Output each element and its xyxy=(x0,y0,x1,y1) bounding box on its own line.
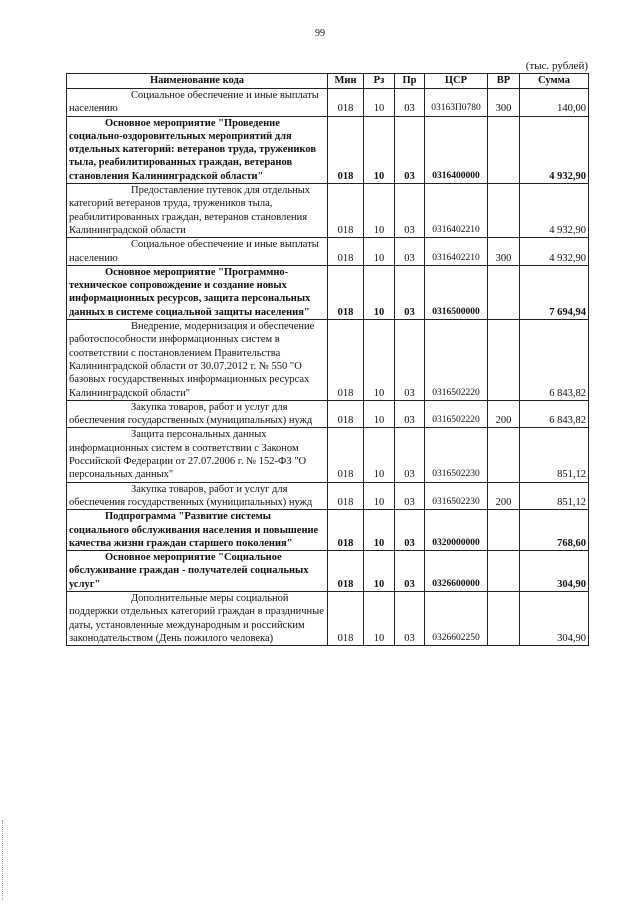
table-row xyxy=(67,591,589,645)
row-name-lead: Предоставление путевок для xyxy=(131,185,260,197)
row-vr xyxy=(488,184,520,238)
row-vr xyxy=(488,265,520,319)
row-sum: 6 843,82 xyxy=(520,320,589,401)
row-name-lead: Защита персональных данных xyxy=(131,429,267,441)
row-min: 018 xyxy=(328,320,364,401)
row-name-rest: выплаты населению xyxy=(69,90,319,115)
row-sum: 768,60 xyxy=(520,510,589,551)
row-pr: 03 xyxy=(395,89,425,117)
row-rz: 10 xyxy=(364,482,395,510)
row-name-rest: информационных систем в соответствии с Законом Российской Федерации от 27.07.2006 г. № 152-ФЗ "О персональных данных" xyxy=(69,442,307,481)
row-sum: 140,00 xyxy=(520,89,589,117)
table-row xyxy=(67,265,589,319)
row-pr: 03 xyxy=(395,184,425,238)
table-row xyxy=(67,116,589,183)
row-rz: 10 xyxy=(364,265,395,319)
row-name-rest: поддержки отдельных категорий граждан в праздничные даты, установленные международным и российским законодательством (День пожилого человека) xyxy=(69,606,324,644)
header-rz: Рз xyxy=(364,74,395,89)
row-name-rest: социально-оздоровительных мероприятий для отдельных категорий: ветеранов труда, тружеников тыла, реабилитированных граждан, ветеранов становления Калининградской области" xyxy=(69,130,317,182)
row-vr xyxy=(488,591,520,645)
row-vr xyxy=(488,320,520,401)
row-name-lead: Основное мероприятие "Программно- xyxy=(105,266,289,278)
row-rz: 10 xyxy=(364,510,395,551)
row-csr: 0326602250 xyxy=(425,591,488,645)
header-min: Мин xyxy=(328,74,364,89)
row-csr: 0326600000 xyxy=(425,551,488,592)
row-min: 018 xyxy=(328,400,364,428)
row-name-lead: Социальное обеспечение и иные xyxy=(131,90,278,101)
row-name xyxy=(67,551,328,592)
row-min: 018 xyxy=(328,591,364,645)
row-rz: 10 xyxy=(364,400,395,428)
row-name xyxy=(67,89,328,117)
row-name-rest: обеспечения государственных (муниципальных) нужд xyxy=(69,415,313,427)
row-sum: 4 932,90 xyxy=(520,116,589,183)
row-csr: 0316402210 xyxy=(425,238,488,266)
row-sum: 4 932,90 xyxy=(520,238,589,266)
header-row xyxy=(67,74,589,89)
row-min: 018 xyxy=(328,428,364,482)
row-vr: 300 xyxy=(488,89,520,117)
table-body xyxy=(67,89,589,646)
row-rz: 10 xyxy=(364,116,395,183)
row-min: 018 xyxy=(328,238,364,266)
row-name xyxy=(67,320,328,401)
header-pr: Пр xyxy=(395,74,425,89)
header-name: Наименование кода xyxy=(67,74,328,89)
row-min: 018 xyxy=(328,116,364,183)
table-row xyxy=(67,320,589,401)
row-name-lead: Подпрограмма "Развитие системы xyxy=(105,511,271,523)
row-name-lead: Дополнительные меры социальной xyxy=(131,592,289,604)
row-sum: 304,90 xyxy=(520,551,589,592)
row-name xyxy=(67,428,328,482)
row-vr xyxy=(488,428,520,482)
table-row xyxy=(67,510,589,551)
row-rz: 10 xyxy=(364,320,395,401)
row-min: 018 xyxy=(328,265,364,319)
row-min: 018 xyxy=(328,482,364,510)
row-pr: 03 xyxy=(395,265,425,319)
row-name-lead: Внедрение, модернизация и xyxy=(131,321,256,333)
row-name-lead: Основное мероприятие "Проведение xyxy=(105,117,280,129)
budget-table xyxy=(66,73,589,646)
row-min: 018 xyxy=(328,89,364,117)
row-name-rest: техническое сопровождение и создание новых информационных ресурсов, защита персональных данных в системе социальной защиты населения" xyxy=(69,280,311,318)
header-csr: ЦСР xyxy=(425,74,488,89)
table-row xyxy=(67,428,589,482)
row-csr: 03163П0780 xyxy=(425,89,488,117)
row-vr: 300 xyxy=(488,238,520,266)
row-rz: 10 xyxy=(364,184,395,238)
row-vr xyxy=(488,116,520,183)
row-sum: 4 932,90 xyxy=(520,184,589,238)
row-csr: 0316502230 xyxy=(425,482,488,510)
row-csr: 0316402210 xyxy=(425,184,488,238)
row-rz: 10 xyxy=(364,591,395,645)
row-name xyxy=(67,482,328,510)
row-name xyxy=(67,265,328,319)
row-csr: 0316502220 xyxy=(425,320,488,401)
row-rz: 10 xyxy=(364,238,395,266)
row-name-rest: обеспечения государственных (муниципальных) нужд xyxy=(69,496,313,508)
row-name-lead: Основное мероприятие "Социальное xyxy=(105,552,282,564)
row-min: 018 xyxy=(328,510,364,551)
row-min: 018 xyxy=(328,551,364,592)
row-name-lead: Закупка товаров, работ и услуг для xyxy=(131,401,288,413)
row-pr: 03 xyxy=(395,482,425,510)
margin-marks xyxy=(2,820,5,900)
row-csr: 0316500000 xyxy=(425,265,488,319)
row-name xyxy=(67,591,328,645)
row-pr: 03 xyxy=(395,238,425,266)
row-pr: 03 xyxy=(395,551,425,592)
row-csr: 0316502220 xyxy=(425,400,488,428)
page-number: 99 xyxy=(315,28,325,39)
row-sum: 304,90 xyxy=(520,591,589,645)
header-vr: ВР xyxy=(488,74,520,89)
row-name xyxy=(67,238,328,266)
header-sum: Сумма xyxy=(520,74,589,89)
row-pr: 03 xyxy=(395,591,425,645)
table-row xyxy=(67,89,589,117)
row-vr: 200 xyxy=(488,400,520,428)
row-name-rest: обслуживание граждан - получателей социальных услуг" xyxy=(69,565,309,590)
row-name xyxy=(67,510,328,551)
row-name-rest: отдельных категорий ветеранов труда, тружеников тыла, реабилитированных граждан, ветеранов становления Калининградской области xyxy=(69,185,311,236)
row-name xyxy=(67,184,328,238)
row-pr: 03 xyxy=(395,116,425,183)
row-pr: 03 xyxy=(395,428,425,482)
row-sum: 7 694,94 xyxy=(520,265,589,319)
row-csr: 0316502230 xyxy=(425,428,488,482)
row-name-rest: выплаты населению xyxy=(69,239,319,264)
row-pr: 03 xyxy=(395,400,425,428)
row-vr xyxy=(488,551,520,592)
row-name-lead: Закупка товаров, работ и услуг для xyxy=(131,483,288,495)
row-vr: 200 xyxy=(488,482,520,510)
units-label: (тыс. рублей) xyxy=(525,60,588,72)
row-sum: 851,12 xyxy=(520,482,589,510)
row-name-rest: социального обслуживания населения и повышение качества жизни граждан старшего поколения" xyxy=(69,524,319,549)
row-name-lead: Социальное обеспечение и иные xyxy=(131,239,278,251)
row-sum: 6 843,82 xyxy=(520,400,589,428)
row-sum: 851,12 xyxy=(520,428,589,482)
row-min: 018 xyxy=(328,184,364,238)
table-row xyxy=(67,238,589,266)
table-row xyxy=(67,551,589,592)
row-rz: 10 xyxy=(364,551,395,592)
table-row xyxy=(67,184,589,238)
row-rz: 10 xyxy=(364,89,395,117)
row-rz: 10 xyxy=(364,428,395,482)
row-name xyxy=(67,116,328,183)
row-pr: 03 xyxy=(395,510,425,551)
row-name-rest: обеспечение работоспособности информационных систем в соответствии с постановлением Правительства Калининградской области от 30.07.2012 г. № 550 "О базовых государственных информационных ресурсах Калининградской области" xyxy=(69,321,315,399)
row-name xyxy=(67,400,328,428)
row-pr: 03 xyxy=(395,320,425,401)
row-vr xyxy=(488,510,520,551)
table-row xyxy=(67,482,589,510)
row-csr: 0316400000 xyxy=(425,116,488,183)
table-row xyxy=(67,400,589,428)
row-csr: 0320000000 xyxy=(425,510,488,551)
